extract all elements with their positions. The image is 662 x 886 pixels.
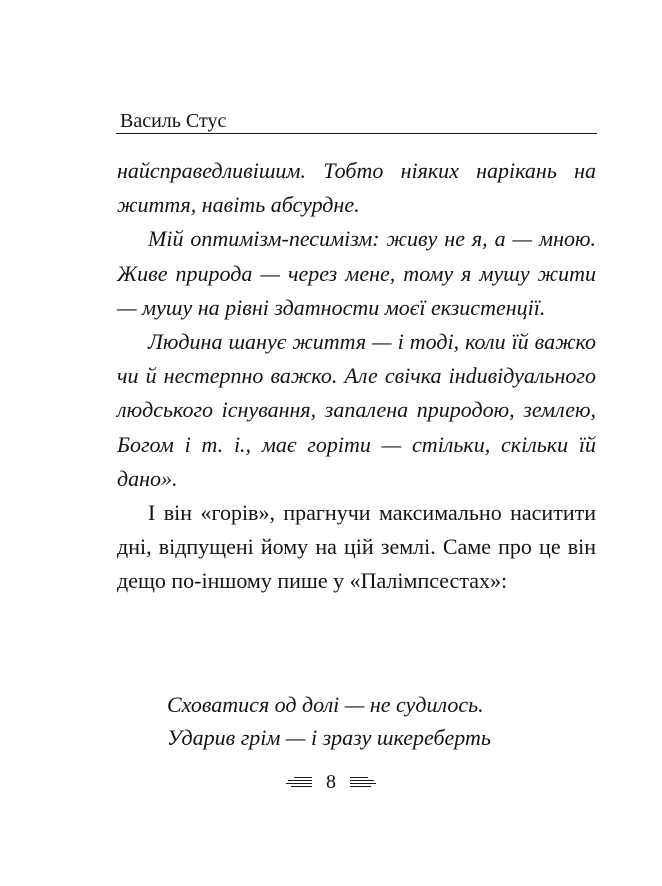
ornament-right-icon xyxy=(350,777,376,788)
running-head-author: Василь Стус xyxy=(120,110,227,132)
paragraph-optimism-pessimism: Мій оптимізм-песимізм: живу не я, а — мною. Живе природа — через мене, тому я мушу жити — мушу на рівні здатности моєї екзистенції. xyxy=(117,226,596,320)
header-rule xyxy=(116,133,597,134)
ornament-left-icon xyxy=(286,777,312,788)
main-text xyxy=(117,154,596,599)
page-footer xyxy=(0,770,662,794)
paragraph-human-honours-life: Людина шанує життя — і тоді, коли їй важко чи й нестерпно важко. Але свічка інdивідуального людського існування, запалена природою, землею, Богом і т. і., має горіти — стільки, скільки їй дано». xyxy=(117,329,596,491)
verse-line-2: Ударив грім — і зразу шкереберть xyxy=(167,725,491,750)
verse-quote xyxy=(167,688,491,754)
page-number: 8 xyxy=(326,771,336,793)
paragraph-he-burned: І він «горів», прагнучи максимально наситити дні, відпущені йому на цій землі. Саме про це він дещо по-іншому пише у «Палімпсестах»: xyxy=(117,500,596,594)
verse-line-1: Сховатися од долі — не судилось. xyxy=(167,692,484,717)
paragraph-continuation: найсправедливішим. Тобто ніяких нарікань на життя, навіть абсурдне. xyxy=(117,158,596,218)
